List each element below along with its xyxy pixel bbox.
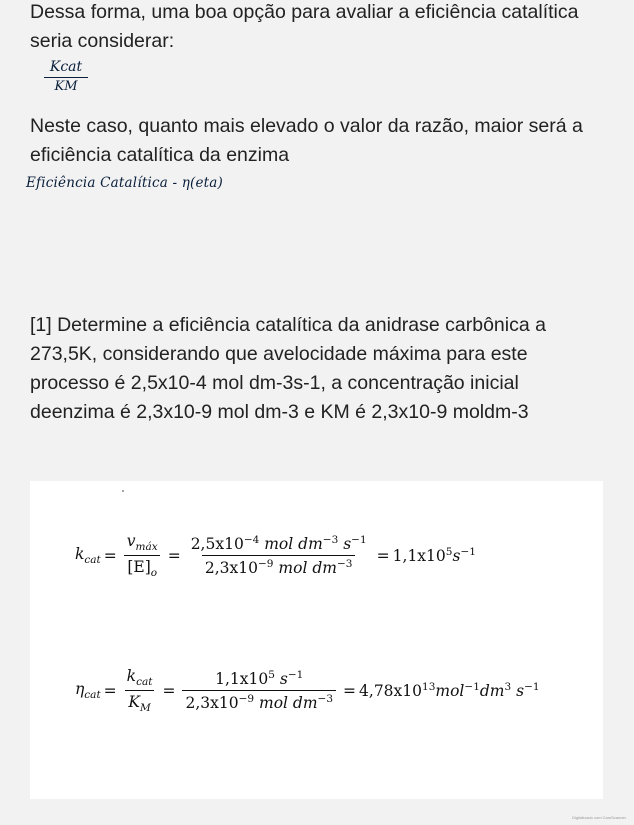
- eta-cat-symbol: $\eta_{cat}$: [75, 680, 101, 702]
- equals-sign: =: [376, 546, 390, 565]
- formula-panel: [30, 481, 603, 799]
- speck-dot: [122, 490, 124, 492]
- handwritten-numerator: Kcat: [49, 59, 83, 75]
- vmax-symbol: $v_{máx}$: [126, 532, 158, 554]
- km-symbol: $K_M$: [125, 690, 153, 714]
- question-paragraph: [1] Determine a eficiência catalítica da anidrase carbônica a 273,5K, considerando que avelocidade máxima para este processo é 2,5x10-4 mol dm-3s-1, a concentração inicial deenzima é 2,3x10-9 mol dm-3 e KM é 2,3x10-9 moldm-3: [30, 314, 546, 423]
- equals-sign: =: [343, 681, 357, 700]
- intro-paragraph: Dessa forma, uma boa opção para avaliar a eficiência catalítica seria considerar:: [30, 1, 579, 52]
- eta-value-fraction: [182, 669, 336, 712]
- equals-sign: =: [103, 546, 117, 565]
- enzyme-concentration-symbol: $[E]_o$: [124, 555, 160, 579]
- equals-sign: =: [103, 681, 117, 700]
- kcat-result: $1,1x10^5s^{-1}$: [392, 546, 476, 566]
- enzyme-concentration-value: $2,3x10^{-9}$ mol $dm^{-3}$: [202, 555, 356, 577]
- detail-paragraph: Neste caso, quanto mais elevado o valor da razão, maior será a eficiência catalítica da enzima: [30, 115, 583, 166]
- equals-sign: =: [167, 546, 181, 565]
- eta-cat-result: $4,78x10^{13}mol^{-1}dm^3$ $s^{-1}$: [359, 681, 540, 701]
- vmax-over-e-fraction: [124, 532, 161, 579]
- handwritten-denominator: KM: [54, 79, 78, 94]
- equals-sign: =: [162, 681, 176, 700]
- eta-cat-equation: [75, 667, 540, 714]
- kcat-symbol: $k_{cat}$: [75, 545, 101, 567]
- handwritten-fraction-bar: [44, 77, 88, 78]
- kcat-symbol: $k_{cat}$: [126, 667, 153, 689]
- kcat-equation: [75, 532, 476, 579]
- kcat-over-km-fraction: [124, 667, 156, 714]
- km-value: $2,3x10^{-9}$ mol $dm^{-3}$: [182, 690, 336, 712]
- handwritten-note: Eficiência Catalítica - η(eta): [26, 175, 224, 191]
- kcat-value: $1,1x10^5$ $s^{-1}$: [215, 668, 304, 689]
- vmax-value: $2,5x10^{-4}$ mol $dm^{-3}$ $s^{-1}$: [190, 533, 367, 554]
- scanner-watermark: Digitalizado com CamScanner: [572, 815, 626, 820]
- handwritten-fraction: [44, 58, 88, 95]
- kcat-value-fraction: [188, 534, 370, 577]
